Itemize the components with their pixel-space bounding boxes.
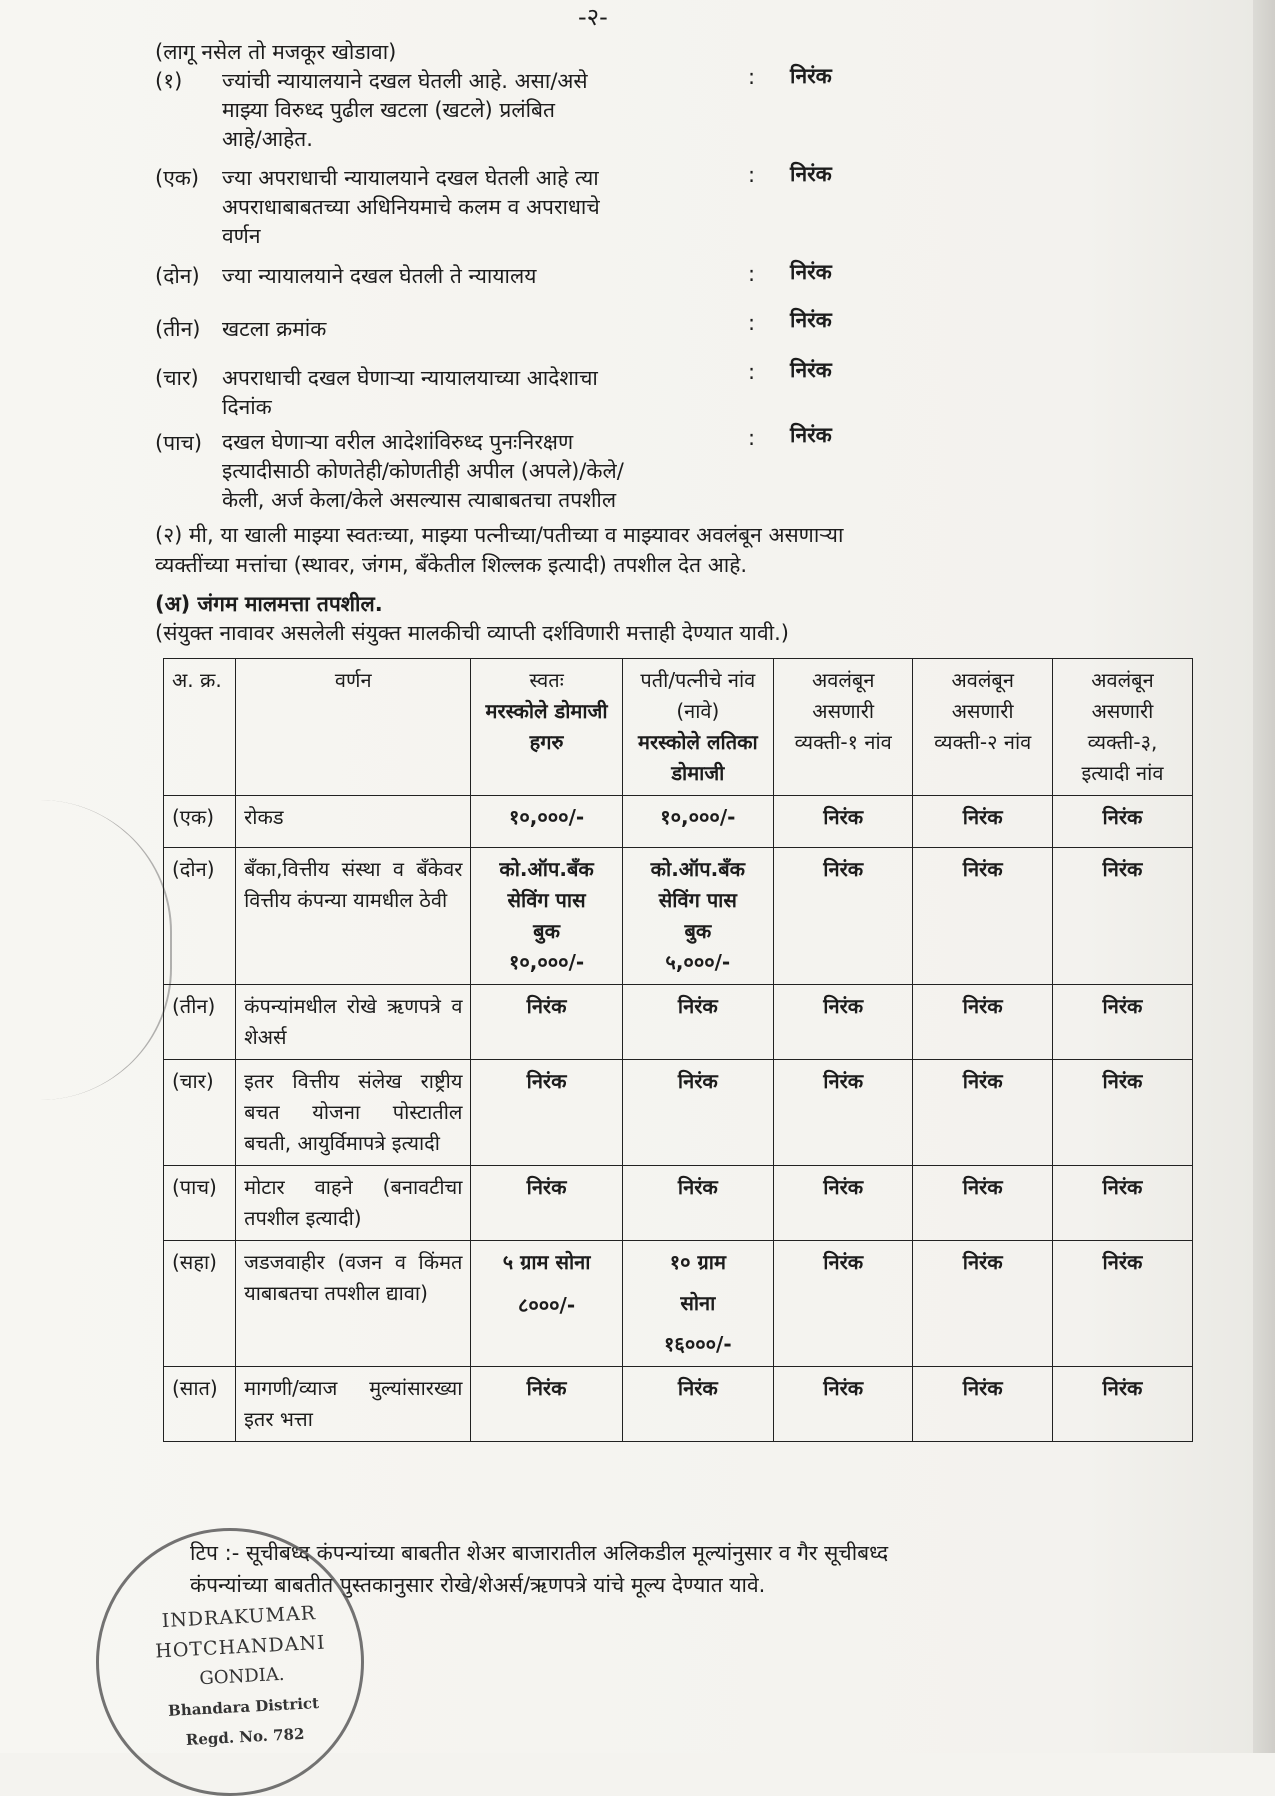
section-note: (संयुक्त नावावर असलेली संयुक्त मालकीची व्याप्ती दर्शविणारी मत्ताही देण्यात यावी.) [155, 621, 789, 645]
colon: : [748, 65, 756, 89]
row-dep3-value: निरंक [1052, 1241, 1192, 1367]
row-spouse-value: को.ऑप.बँक सेविंग पास बुक ५,०००/- [622, 848, 773, 985]
row-dep1-value: निरंक [773, 985, 912, 1060]
row-dep3-value: निरंक [1052, 848, 1192, 985]
row-dep1-value: निरंक [773, 1367, 912, 1442]
row-dep2-value: निरंक [913, 848, 1052, 985]
row-serial: (सहा) [164, 1241, 236, 1367]
row-dep2-value: निरंक [913, 1367, 1052, 1442]
row-self-value: १०,०००/- [471, 796, 622, 848]
page-edge [1253, 0, 1275, 1753]
row-serial: (दोन) [164, 848, 236, 985]
colon: : [748, 360, 756, 384]
row-dep3-value: निरंक [1052, 796, 1192, 848]
row-self-value: निरंक [471, 1166, 622, 1241]
declaration-text: (२) मी, या खाली माझ्या स्वतःच्या, माझ्या पत्नीच्या/पतीच्या व माझ्यावर अवलंबून असणाऱ्या व्यक्तींच्या मत्तांचा (स्थावर, जंगम, बँकेतील शिल्लक इत्यादी) तपशील देत आहे. [155, 523, 844, 577]
table-header-row [164, 659, 1193, 796]
item-mark: (चार) [155, 366, 199, 390]
row-dep1-value: निरंक [773, 1166, 912, 1241]
row-spouse-value: निरंक [622, 1060, 773, 1166]
colon: : [748, 163, 756, 187]
row-spouse-value: १०,०००/- [622, 796, 773, 848]
row-spouse-value: निरंक [622, 1367, 773, 1442]
table-row [164, 1241, 1193, 1367]
row-description: इतर वित्तीय संलेख राष्ट्रीय बचत योजना पोस्टातील बचती, आयुर्विमापत्रे इत्यादी [236, 1060, 471, 1166]
item-value: निरंक [790, 423, 832, 447]
row-dep2-value: निरंक [913, 1166, 1052, 1241]
item-mark: (दोन) [155, 264, 200, 288]
row-dep2-value: निरंक [913, 985, 1052, 1060]
row-dep2-value: निरंक [913, 796, 1052, 848]
row-self-value: निरंक [471, 1367, 622, 1442]
row-description: बँका,वित्तीय संस्था व बँकेवर वित्तीय कंपन्या यामधील ठेवी [236, 848, 471, 985]
table-row [164, 1367, 1193, 1442]
table-row [164, 985, 1193, 1060]
row-dep2-value: निरंक [913, 1241, 1052, 1367]
row-self-value: ५ ग्राम सोना ८०००/- [471, 1241, 622, 1367]
item-value: निरंक [790, 308, 832, 332]
header-dependent-2: अवलंबून असणारी व्यक्ती-२ नांव [913, 659, 1052, 796]
table-row [164, 848, 1193, 985]
row-serial: (तीन) [164, 985, 236, 1060]
movable-assets-table [163, 658, 1193, 1442]
row-serial: (एक) [164, 796, 236, 848]
table-row [164, 1166, 1193, 1241]
header-serial: अ. क्र. [164, 659, 236, 796]
spouse-name: मरस्कोले लतिका डोमाजी [638, 730, 758, 785]
item-mark: (पाच) [155, 431, 203, 455]
self-name: मरस्कोले डोमाजी हगरु [485, 699, 608, 754]
table-row [164, 796, 1193, 848]
row-dep3-value: निरंक [1052, 1166, 1192, 1241]
row-dep3-value: निरंक [1052, 1060, 1192, 1166]
row-self-value: निरंक [471, 1060, 622, 1166]
row-spouse-value: निरंक [622, 985, 773, 1060]
row-dep1-value: निरंक [773, 1060, 912, 1166]
row-serial: (सात) [164, 1367, 236, 1442]
row-dep1-value: निरंक [773, 1241, 912, 1367]
row-self-value: निरंक [471, 985, 622, 1060]
row-serial: (चार) [164, 1060, 236, 1166]
item-text: ज्या अपराधाची न्यायालयाने दखल घेतली आहे त्या अपराधाबाबतच्या अधिनियमाचे कलम व अपराधाचे वर्णन [222, 166, 600, 248]
colon: : [748, 262, 756, 286]
item-value: निरंक [790, 358, 832, 382]
item-mark: (१) [155, 69, 183, 93]
instruction-text: (लागू नसेल तो मजकूर खोडावा) [155, 40, 397, 64]
row-self-value: को.ऑप.बँक सेविंग पास बुक १०,०००/- [471, 848, 622, 985]
row-dep1-value: निरंक [773, 848, 912, 985]
header-dependent-1: अवलंबून असणारी व्यक्ती-१ नांव [773, 659, 912, 796]
row-dep3-value: निरंक [1052, 1367, 1192, 1442]
page-number: -२- [578, 3, 608, 31]
table-row [164, 1060, 1193, 1166]
item-mark: (तीन) [155, 317, 201, 341]
row-description: कंपन्यांमधील रोखे ऋणपत्रे व शेअर्स [236, 985, 471, 1060]
row-spouse-value: निरंक [622, 1166, 773, 1241]
header-self: स्वतः मरस्कोले डोमाजी हगरु [471, 659, 622, 796]
item-text: ज्यांची न्यायालयाने दखल घेतली आहे. असा/असे माझ्या विरुध्द पुढील खटला (खटले) प्रलंबित आहे/आहेत. [222, 69, 588, 151]
row-dep2-value: निरंक [913, 1060, 1052, 1166]
item-text: अपराधाची दखल घेणाऱ्या न्यायालयाच्या आदेशाचा दिनांक [222, 366, 598, 419]
item-value: निरंक [790, 260, 832, 284]
row-description: मागणी/व्याज मुल्यांसारख्या इतर भत्ता [236, 1367, 471, 1442]
section-heading: (अ) जंगम मालमत्ता तपशील. [155, 592, 383, 616]
item-text: खटला क्रमांक [222, 317, 327, 341]
item-value: निरंक [790, 64, 832, 88]
row-dep3-value: निरंक [1052, 985, 1192, 1060]
item-text: ज्या न्यायालयाने दखल घेतली ते न्यायालय [222, 264, 537, 288]
row-description: मोटार वाहने (बनावटीचा तपशील इत्यादी) [236, 1166, 471, 1241]
header-description: वर्णन [236, 659, 471, 796]
row-spouse-value: १० ग्राम सोना १६०००/- [622, 1241, 773, 1367]
colon: : [748, 426, 756, 450]
row-serial: (पाच) [164, 1166, 236, 1241]
header-dependent-3: अवलंबून असणारी व्यक्ती-३, इत्यादी नांव [1052, 659, 1192, 796]
footnote: टिप :- सूचीबध्द कंपन्यांच्या बाबतीत शेअर बाजारातील अलिकडील मूल्यांनुसार व गैर सूचीबध्द कंपन्यांच्या बाबतीत पुस्तकानुसार रोखे/शेअर्स/ऋणपत्रे यांचे मूल्य देण्यात यावे. [190, 1541, 889, 1597]
row-dep1-value: निरंक [773, 796, 912, 848]
row-description: रोकड [236, 796, 471, 848]
header-spouse: पती/पत्नीचे नांव (नावे) मरस्कोले लतिका डोमाजी [622, 659, 773, 796]
item-text: दखल घेणाऱ्या वरील आदेशांविरुध्द पुनःनिरक्षण इत्यादीसाठी कोणतेही/कोणतीही अपील (अपले)/केले/ केली, अर्ज केला/केले असल्यास त्याबाबतचा तपशील [222, 430, 624, 512]
colon: : [748, 311, 756, 335]
notary-stamp-text: INDRAKUMAR HOTCHANDANI GONDIA. Bhandara District Regd. No. 782 [154, 1602, 327, 1750]
row-description: जडजवाहीर (वजन व किंमत याबाबतचा तपशील द्यावा) [236, 1241, 471, 1367]
item-mark: (एक) [155, 166, 200, 190]
item-value: निरंक [790, 162, 832, 186]
